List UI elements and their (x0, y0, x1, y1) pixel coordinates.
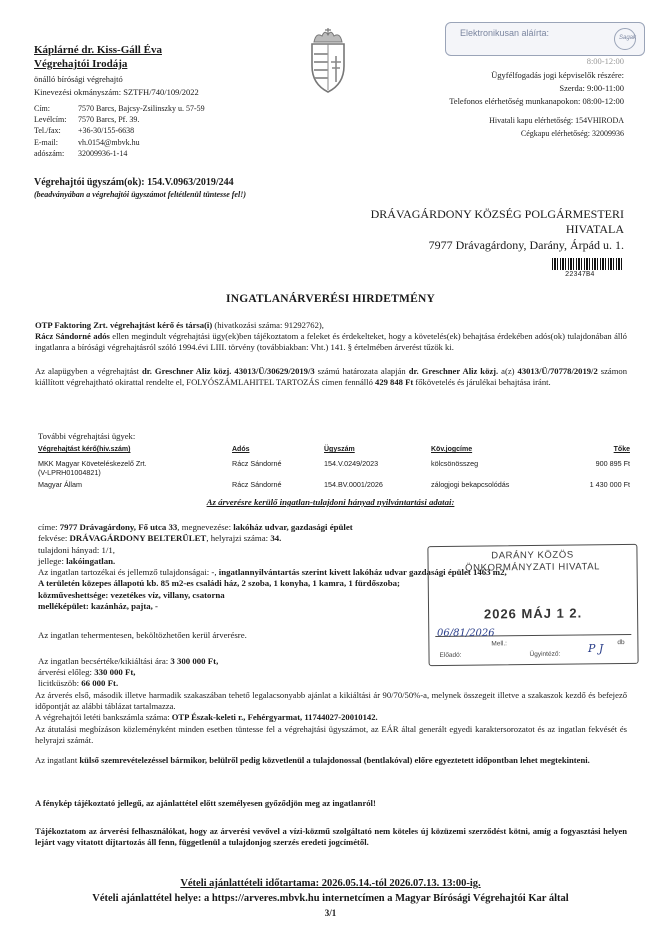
signature-seal-text: Sagak (618, 35, 636, 41)
rules-water-utility: Tájékoztatom az árverési felhasználókat, hogy az árverési vevővel a vízi-közmű szolgáltató nem köteles új közüzemi szerződést kötni, amíg a fogyasztási helyen lejárt vagy vitatott díjtartozás áll fenn, függetlenül a tulajdonjog szerzés eredeti jogcímétől. (35, 826, 627, 847)
intro-paragraph-1: OTP Faktoring Zrt. végrehajtást kérő és társa(i) (hivatkozási száma: 91292762), Rácz Sándorné adós ellen megindult végrehajtási ügy(ek)ben tájékoztatom a feleket és érdekelteket, hogy a követelés(ek) behajtása érdekében adós(ok) tulajdonában álló ingatlanra a bírósági végrehajtásról szóló 1994.évi LIII. törvény (továbbiakban: Vht.) 141. § értelmében árverést tűzök ki. (35, 320, 627, 352)
other-cases-table (38, 446, 630, 489)
property-address: címe: 7977 Drávagárdony, Fő utca 33, megnevezése: lakóház udvar, gazdasági épület (38, 522, 353, 532)
property-outbuilding: melléképület: kazánház, pajta, - (38, 601, 158, 612)
client-hours-title: Ügyfélfogadás jogi képviselők részére: (491, 70, 624, 80)
offer-location: Vételi ajánlattétel helye: a https://arveres.mbvk.hu internetcímen a Magyar Bírósági Végrehajtói Kar által (92, 893, 569, 904)
bid-threshold: licitküszöb: 66 000 Ft. (38, 678, 119, 688)
addressee-line2: HIVATALA (565, 222, 624, 236)
company-gate: Cégkapu elérhetőség: 32009936 (520, 129, 624, 138)
electronic-signature-box (445, 22, 645, 56)
stamp-line2: ÖNKORMÁNYZATI HIVATAL (465, 561, 601, 574)
barcode-number: 22347B4 (565, 271, 595, 279)
contact-tax-number: adószám: 32009936-1-14 (34, 148, 128, 158)
stamp-date: 2026 MÁJ 1 2. (483, 605, 583, 622)
property-description: A területén közepes állapotú kb. 85 m2-es családi ház, 2 szoba, 1 konyha, 1 kamra, 1 fürdőszoba; (38, 578, 400, 589)
free-of-encumbrance: Az ingatlan tehermentesen, beköltözhetően kerül árverésre. (38, 630, 247, 640)
stamp-db-label: db (617, 639, 625, 647)
property-type: jellege: lakóingatlan. (38, 555, 116, 566)
contact-address: Cím: 7570 Barcs, Bajcsy-Zsilinszky u. 57-59 (34, 104, 205, 113)
stamp-mell-label: Mell.: (491, 640, 507, 648)
hours-line0: 8:00-12:00 (586, 56, 624, 66)
rules-paragraph-1: Az árverés első, második illetve harmadik szakaszában tehető legalacsonyabb ajánlat a kikiáltási ár 90/70/50%-a, melynek összegeit illetve a szakaszok kezdő és befejező időpontját az alábbi táblázat tartalmazza. (35, 690, 627, 711)
handwritten-filing-number: 06/81/2026 (437, 628, 495, 639)
stamp-line1: DARÁNY KÖZÖS (491, 549, 574, 562)
addressee-line1: DRÁVAGÁRDONY KÖZSÉG POLGÁRMESTERI (370, 207, 624, 221)
table-row: Magyar Állam Rácz Sándorné 154.BV.0001/2026 zálogjogi bekapcsolódás 1 430 000 Ft (38, 480, 630, 489)
contact-postal: Levélcím: 7570 Barcs, Pf. 39. (34, 115, 140, 125)
property-heading: Az árverésre kerülő ingatlan-tulajdoni hányad nyilvántartási adatai: (206, 497, 455, 507)
rules-viewing: Az ingatlant külső szemrevételezéssel bármikor, belülről pedig közvetlenül a tulajdonossal (bentlakóval) előre egyeztetett időpontban lehet megtekinteni. (35, 755, 590, 765)
property-share: tulajdoni hányad: 1/1, (38, 544, 115, 555)
office-gate: Hivatali kapu elérhetőség: 154VHIRODA (489, 116, 624, 125)
bailiff-role: önálló bírósági végrehajtó (34, 74, 123, 84)
barcode-icon (552, 258, 622, 270)
stamp-eloado-label: Előadó: (439, 651, 462, 659)
received-stamp (427, 544, 638, 666)
other-cases-heading: További végrehajtási ügyek: (38, 431, 136, 441)
wednesday-hours: Szerda: 9:00-11:00 (559, 83, 624, 93)
coat-of-arms-icon (298, 26, 358, 96)
prices-block (38, 656, 218, 689)
property-utilities: közműveshettsége: vezetékes víz, villany, csatorna (38, 589, 225, 600)
stamp-ugyintezo-label: Ügyintéző: (529, 650, 561, 659)
rules-photo-note: A fénykép tájékoztató jellegű, az ajánlattétel előtt személyesen győződjön meg az ingatlanról! (35, 798, 376, 808)
rules-transfer-note: Az átutalási megbízáson közleményként minden esetben tüntesse fel a végrehajtási ügyszámot, az EÁR által generált egyedi karaktersorozatot és az ingatlan fekvését és helyrajzi számát. (35, 724, 627, 745)
contact-block (34, 103, 205, 159)
intro-paragraph-2: Az alapügyben a végrehajtást dr. Greschner Aliz közj. 43013/Ü/30629/2019/3 számú határozata alapján dr. Greschner Aliz közj. a(z) 43013/Ü/70778/2019/2 számon kiállított végrehajtható okirattal rendelte el, FOLYÓSZÁMLAHITEL TARTOZÁS címen fennálló 429 848 Ft főkövetelés és járulékai behajtása iránt. (35, 366, 627, 387)
bailiff-name: Káplárné dr. Kiss-Gáll Éva (34, 44, 162, 56)
rules-bank-account: A végrehajtói letéti bankszámla száma: OTP Észak-keleti r., Fehérgyarmat, 11744027-20010142. (35, 712, 378, 722)
esign-label: Elektronikusan aláírta: (460, 28, 550, 38)
case-number-note: (beadványában a végrehajtói ügyszámot feltétlenül tüntesse fel!) (34, 190, 246, 199)
handwritten-initials: P J (588, 642, 604, 655)
phone-hours: Telefonos elérhetőség munkanapokon: 08:00-12:00 (449, 96, 624, 106)
table-header: Végrehajtást kérő(hiv.szám) Adós Ügyszám Köv.jogcíme Tőke (38, 446, 630, 453)
document-title: INGATLANÁRVERÉSI HIRDETMÉNY (226, 293, 435, 305)
property-features: Az ingatlan tartozékai és jellemző tulajdonságai: -, ingatlannyilvántartás szerint kivett lakóház udvar gazdasági épület 1463 m2, (38, 567, 507, 578)
property-location: fekvése: DRÁVAGÁRDONY BELTERÜLET, helyrajzi száma: 34. (38, 533, 282, 544)
table-row: MKK Magyar Követeléskezelő Zrt. (V-LPRH01004821) Rácz Sándorné 154.V.0249/2023 kölcsönösszeg 900 895 Ft (38, 459, 630, 477)
auction-deposit: árverési előleg: 330 000 Ft, (38, 667, 136, 677)
appointment-number: Kinevezési okmányszám: SZTFH/740/109/2022 (34, 87, 199, 97)
contact-email: E-mail: vh.0154@mbvk.hu (34, 137, 140, 147)
case-number: Végrehajtói ügyszám(ok): 154.V.0963/2019/244 (34, 177, 234, 188)
offer-period: Vételi ajánlattételi időtartama: 2026.05.14.-tól 2026.07.13. 13:00-ig. (180, 878, 481, 889)
office-name: Végrehajtói Irodája (34, 58, 128, 70)
addressee-address: 7977 Drávagárdony, Darány, Árpád u. 1. (428, 238, 624, 252)
contact-phone: Tel./fax: +36-30/155-6638 (34, 126, 135, 136)
estimated-price: Az ingatlan becsértéke/kikiáltási ára: 3 300 000 Ft, (38, 656, 219, 666)
page-number: 3/1 (324, 908, 337, 918)
